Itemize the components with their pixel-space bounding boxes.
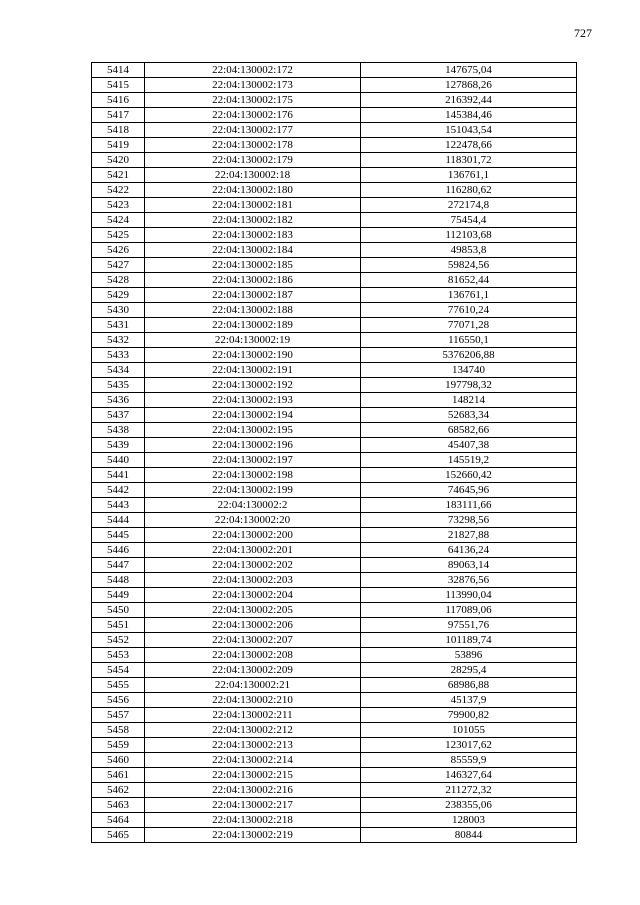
row-number-cell: 5424	[92, 213, 145, 228]
cadastral-number-cell: 22:04:130002:194	[145, 408, 361, 423]
table-row	[92, 798, 577, 813]
row-number-cell: 5449	[92, 588, 145, 603]
cadastral-number-cell: 22:04:130002:208	[145, 648, 361, 663]
cadastral-number-cell: 22:04:130002:18	[145, 168, 361, 183]
row-number-cell: 5452	[92, 633, 145, 648]
value-cell: 134740	[361, 363, 577, 378]
row-number-cell: 5437	[92, 408, 145, 423]
row-number-cell: 5419	[92, 138, 145, 153]
value-cell: 183111,66	[361, 498, 577, 513]
row-number-cell: 5425	[92, 228, 145, 243]
value-cell: 101189,74	[361, 633, 577, 648]
value-cell: 68582,66	[361, 423, 577, 438]
table-row	[92, 483, 577, 498]
page-number: 727	[574, 26, 592, 40]
row-number-cell: 5432	[92, 333, 145, 348]
cadastral-number-cell: 22:04:130002:187	[145, 288, 361, 303]
cadastral-number-cell: 22:04:130002:197	[145, 453, 361, 468]
table-row	[92, 408, 577, 423]
value-cell: 101055	[361, 723, 577, 738]
value-cell: 117089,06	[361, 603, 577, 618]
row-number-cell: 5417	[92, 108, 145, 123]
table-row	[92, 243, 577, 258]
value-cell: 136761,1	[361, 168, 577, 183]
row-number-cell: 5418	[92, 123, 145, 138]
row-number-cell: 5422	[92, 183, 145, 198]
row-number-cell: 5446	[92, 543, 145, 558]
row-number-cell: 5428	[92, 273, 145, 288]
cadastral-number-cell: 22:04:130002:191	[145, 363, 361, 378]
table-row	[92, 213, 577, 228]
value-cell: 97551,76	[361, 618, 577, 633]
value-cell: 49853,8	[361, 243, 577, 258]
table-row	[92, 558, 577, 573]
row-number-cell: 5442	[92, 483, 145, 498]
table-row	[92, 333, 577, 348]
value-cell: 211272,32	[361, 783, 577, 798]
table-row	[92, 348, 577, 363]
row-number-cell: 5430	[92, 303, 145, 318]
value-cell: 77071,28	[361, 318, 577, 333]
table-row	[92, 78, 577, 93]
value-cell: 28295,4	[361, 663, 577, 678]
row-number-cell: 5454	[92, 663, 145, 678]
table-row	[92, 258, 577, 273]
table-row	[92, 198, 577, 213]
value-cell: 118301,72	[361, 153, 577, 168]
cadastral-number-cell: 22:04:130002:195	[145, 423, 361, 438]
table-row	[92, 108, 577, 123]
table-body	[92, 63, 577, 843]
value-cell: 68986,88	[361, 678, 577, 693]
table-row	[92, 753, 577, 768]
cadastral-number-cell: 22:04:130002:216	[145, 783, 361, 798]
table-row	[92, 378, 577, 393]
cadastral-number-cell: 22:04:130002:200	[145, 528, 361, 543]
cadastral-number-cell: 22:04:130002:173	[145, 78, 361, 93]
cadastral-number-cell: 22:04:130002:186	[145, 273, 361, 288]
value-cell: 272174,8	[361, 198, 577, 213]
table-row	[92, 393, 577, 408]
value-cell: 59824,56	[361, 258, 577, 273]
value-cell: 152660,42	[361, 468, 577, 483]
value-cell: 147675,04	[361, 63, 577, 78]
table-row	[92, 123, 577, 138]
cadastral-number-cell: 22:04:130002:219	[145, 828, 361, 843]
table-row	[92, 663, 577, 678]
row-number-cell: 5445	[92, 528, 145, 543]
cadastral-number-cell: 22:04:130002:175	[145, 93, 361, 108]
row-number-cell: 5423	[92, 198, 145, 213]
row-number-cell: 5438	[92, 423, 145, 438]
cadastral-number-cell: 22:04:130002:20	[145, 513, 361, 528]
table-row	[92, 768, 577, 783]
table-row	[92, 678, 577, 693]
value-cell: 64136,24	[361, 543, 577, 558]
value-cell: 116280,62	[361, 183, 577, 198]
cadastral-number-cell: 22:04:130002:2	[145, 498, 361, 513]
value-cell: 89063,14	[361, 558, 577, 573]
value-cell: 123017,62	[361, 738, 577, 753]
value-cell: 73298,56	[361, 513, 577, 528]
row-number-cell: 5435	[92, 378, 145, 393]
table-row	[92, 183, 577, 198]
cadastral-number-cell: 22:04:130002:188	[145, 303, 361, 318]
table-row	[92, 288, 577, 303]
table-row	[92, 168, 577, 183]
table-row	[92, 723, 577, 738]
cadastral-number-cell: 22:04:130002:209	[145, 663, 361, 678]
row-number-cell: 5439	[92, 438, 145, 453]
cadastral-number-cell: 22:04:130002:204	[145, 588, 361, 603]
row-number-cell: 5433	[92, 348, 145, 363]
cadastral-number-cell: 22:04:130002:196	[145, 438, 361, 453]
row-number-cell: 5451	[92, 618, 145, 633]
cadastral-number-cell: 22:04:130002:198	[145, 468, 361, 483]
value-cell: 85559,9	[361, 753, 577, 768]
value-cell: 81652,44	[361, 273, 577, 288]
cadastral-number-cell: 22:04:130002:177	[145, 123, 361, 138]
value-cell: 145519,2	[361, 453, 577, 468]
table-row	[92, 93, 577, 108]
value-cell: 80844	[361, 828, 577, 843]
row-number-cell: 5450	[92, 603, 145, 618]
table-row	[92, 63, 577, 78]
cadastral-number-cell: 22:04:130002:201	[145, 543, 361, 558]
row-number-cell: 5456	[92, 693, 145, 708]
value-cell: 197798,32	[361, 378, 577, 393]
row-number-cell: 5415	[92, 78, 145, 93]
cadastral-number-cell: 22:04:130002:199	[145, 483, 361, 498]
row-number-cell: 5414	[92, 63, 145, 78]
table-row	[92, 363, 577, 378]
cadastral-number-cell: 22:04:130002:212	[145, 723, 361, 738]
table-row	[92, 603, 577, 618]
table-row	[92, 543, 577, 558]
table-row	[92, 813, 577, 828]
cadastral-number-cell: 22:04:130002:211	[145, 708, 361, 723]
row-number-cell: 5465	[92, 828, 145, 843]
cadastral-number-cell: 22:04:130002:19	[145, 333, 361, 348]
table-row	[92, 633, 577, 648]
table-row	[92, 738, 577, 753]
cadastral-number-cell: 22:04:130002:218	[145, 813, 361, 828]
value-cell: 145384,46	[361, 108, 577, 123]
cadastral-number-cell: 22:04:130002:214	[145, 753, 361, 768]
row-number-cell: 5443	[92, 498, 145, 513]
cadastral-number-cell: 22:04:130002:215	[145, 768, 361, 783]
table-row	[92, 828, 577, 843]
cadastral-number-cell: 22:04:130002:205	[145, 603, 361, 618]
cadastral-number-cell: 22:04:130002:206	[145, 618, 361, 633]
row-number-cell: 5458	[92, 723, 145, 738]
row-number-cell: 5444	[92, 513, 145, 528]
table-row	[92, 453, 577, 468]
cadastral-number-cell: 22:04:130002:190	[145, 348, 361, 363]
row-number-cell: 5441	[92, 468, 145, 483]
table-row	[92, 273, 577, 288]
value-cell: 74645,96	[361, 483, 577, 498]
value-cell: 128003	[361, 813, 577, 828]
row-number-cell: 5460	[92, 753, 145, 768]
cadastral-number-cell: 22:04:130002:189	[145, 318, 361, 333]
value-cell: 151043,54	[361, 123, 577, 138]
table-row	[92, 318, 577, 333]
row-number-cell: 5420	[92, 153, 145, 168]
table-row	[92, 528, 577, 543]
value-cell: 32876,56	[361, 573, 577, 588]
row-number-cell: 5436	[92, 393, 145, 408]
cadastral-number-cell: 22:04:130002:202	[145, 558, 361, 573]
row-number-cell: 5453	[92, 648, 145, 663]
value-cell: 77610,24	[361, 303, 577, 318]
row-number-cell: 5416	[92, 93, 145, 108]
table-row	[92, 693, 577, 708]
row-number-cell: 5457	[92, 708, 145, 723]
value-cell: 238355,06	[361, 798, 577, 813]
cadastral-number-cell: 22:04:130002:172	[145, 63, 361, 78]
cadastral-number-cell: 22:04:130002:193	[145, 393, 361, 408]
value-cell: 216392,44	[361, 93, 577, 108]
row-number-cell: 5426	[92, 243, 145, 258]
value-cell: 116550,1	[361, 333, 577, 348]
row-number-cell: 5455	[92, 678, 145, 693]
cadastral-number-cell: 22:04:130002:217	[145, 798, 361, 813]
cadastral-number-cell: 22:04:130002:184	[145, 243, 361, 258]
table-row	[92, 588, 577, 603]
cadastral-number-cell: 22:04:130002:183	[145, 228, 361, 243]
cadastral-number-cell: 22:04:130002:176	[145, 108, 361, 123]
row-number-cell: 5427	[92, 258, 145, 273]
cadastral-number-cell: 22:04:130002:182	[145, 213, 361, 228]
value-cell: 21827,88	[361, 528, 577, 543]
value-cell: 148214	[361, 393, 577, 408]
cadastral-number-cell: 22:04:130002:210	[145, 693, 361, 708]
table-row	[92, 303, 577, 318]
cadastral-number-cell: 22:04:130002:207	[145, 633, 361, 648]
row-number-cell: 5459	[92, 738, 145, 753]
cadastral-number-cell: 22:04:130002:178	[145, 138, 361, 153]
cadastral-number-cell: 22:04:130002:192	[145, 378, 361, 393]
row-number-cell: 5447	[92, 558, 145, 573]
value-cell: 75454,4	[361, 213, 577, 228]
value-cell: 79900,82	[361, 708, 577, 723]
value-cell: 112103,68	[361, 228, 577, 243]
row-number-cell: 5448	[92, 573, 145, 588]
row-number-cell: 5421	[92, 168, 145, 183]
row-number-cell: 5429	[92, 288, 145, 303]
value-cell: 5376206,88	[361, 348, 577, 363]
table-row	[92, 228, 577, 243]
row-number-cell: 5464	[92, 813, 145, 828]
value-cell: 53896	[361, 648, 577, 663]
cadastral-number-cell: 22:04:130002:181	[145, 198, 361, 213]
cadastral-number-cell: 22:04:130002:213	[145, 738, 361, 753]
cadastral-number-cell: 22:04:130002:21	[145, 678, 361, 693]
cadastral-number-cell: 22:04:130002:185	[145, 258, 361, 273]
table-row	[92, 438, 577, 453]
table-row	[92, 708, 577, 723]
table-row	[92, 573, 577, 588]
table-row	[92, 468, 577, 483]
value-cell: 136761,1	[361, 288, 577, 303]
cadastral-number-cell: 22:04:130002:203	[145, 573, 361, 588]
row-number-cell: 5463	[92, 798, 145, 813]
row-number-cell: 5434	[92, 363, 145, 378]
row-number-cell: 5440	[92, 453, 145, 468]
value-cell: 122478,66	[361, 138, 577, 153]
table-row	[92, 618, 577, 633]
table-row	[92, 648, 577, 663]
value-cell: 127868,26	[361, 78, 577, 93]
value-cell: 113990,04	[361, 588, 577, 603]
value-cell: 45407,38	[361, 438, 577, 453]
table-row	[92, 153, 577, 168]
cadastral-number-cell: 22:04:130002:179	[145, 153, 361, 168]
value-cell: 45137,9	[361, 693, 577, 708]
cadastral-number-cell: 22:04:130002:180	[145, 183, 361, 198]
value-cell: 52683,34	[361, 408, 577, 423]
value-cell: 146327,64	[361, 768, 577, 783]
row-number-cell: 5461	[92, 768, 145, 783]
table-row	[92, 138, 577, 153]
table-row	[92, 513, 577, 528]
cadastral-table	[91, 62, 577, 843]
table-row	[92, 498, 577, 513]
row-number-cell: 5462	[92, 783, 145, 798]
row-number-cell: 5431	[92, 318, 145, 333]
table-row	[92, 783, 577, 798]
table-row	[92, 423, 577, 438]
